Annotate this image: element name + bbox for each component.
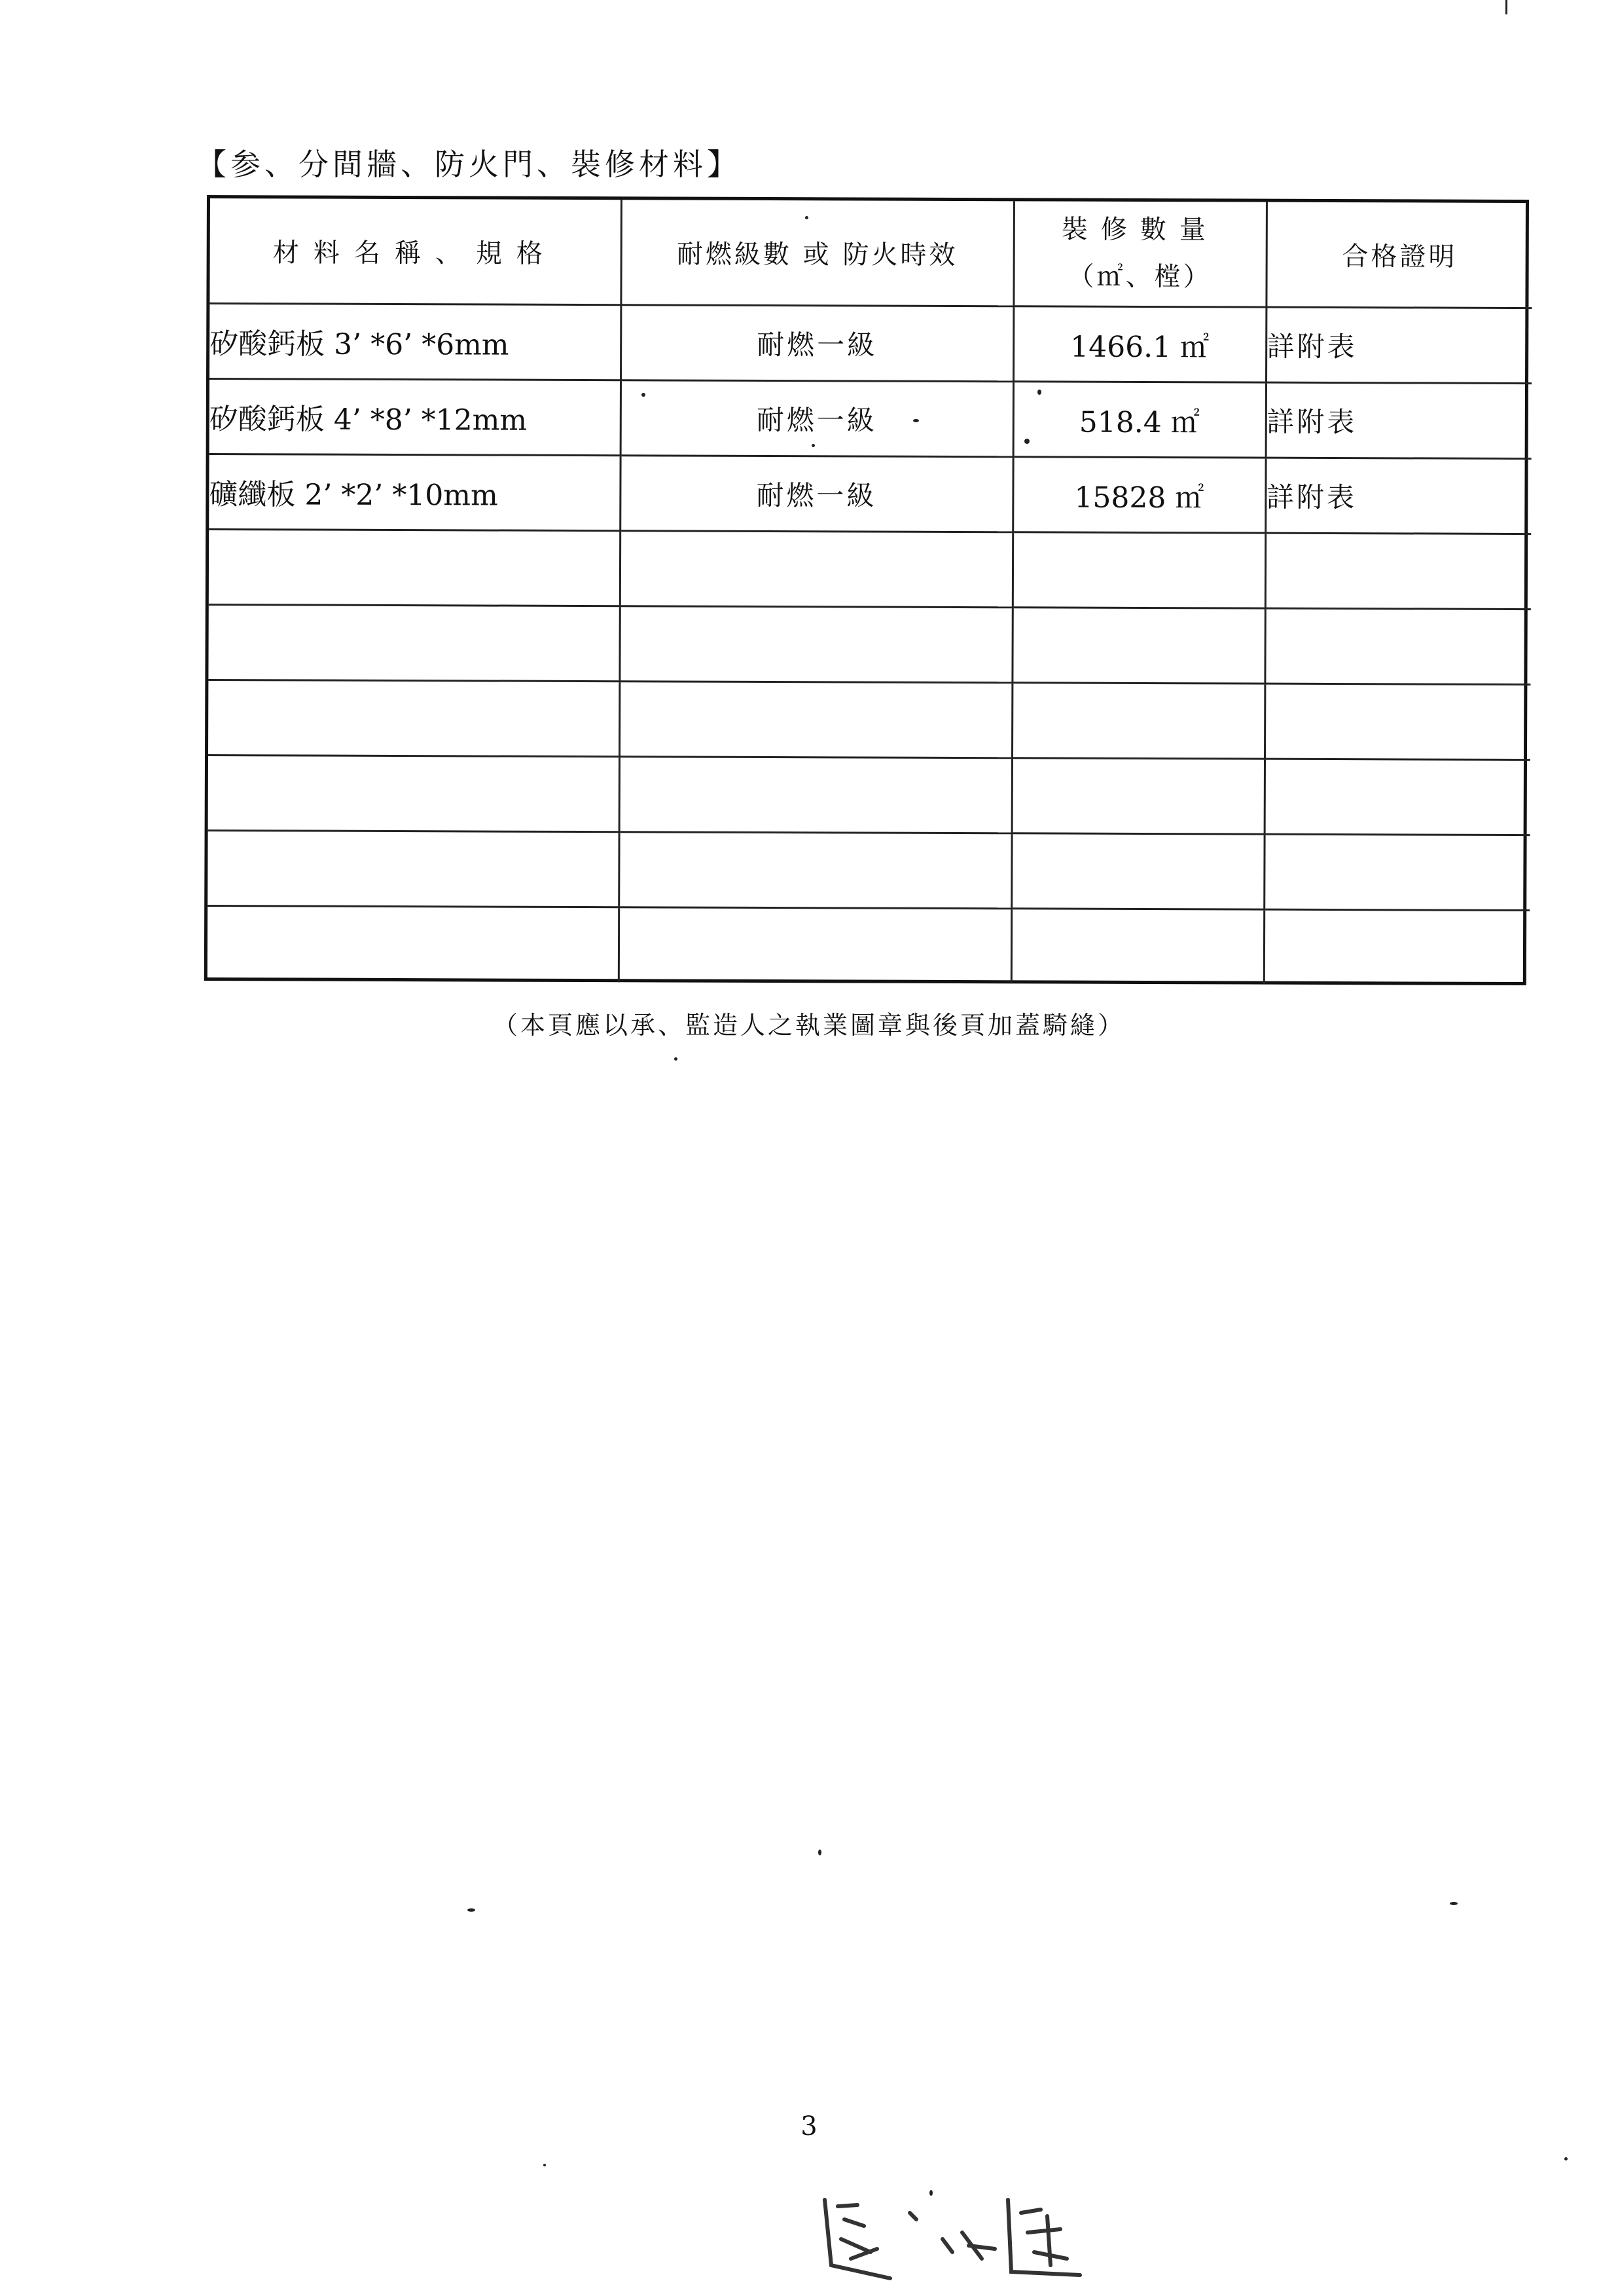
- scan-speck: [1564, 2157, 1568, 2160]
- table-row: [208, 604, 1530, 684]
- table-header-row: [209, 198, 1532, 308]
- cell-certificate: 詳附表: [1266, 382, 1532, 458]
- scan-speck: [674, 1057, 677, 1061]
- table-row: [207, 830, 1530, 910]
- table-row: [209, 529, 1531, 609]
- scan-speck: [929, 2190, 933, 2196]
- cell-fire-rating: 耐燃一級: [620, 304, 1013, 381]
- cell-certificate: [1265, 759, 1530, 835]
- section-title: 【参、分間牆、防火門、裝修材料】: [196, 147, 741, 182]
- cell-fire-rating: 耐燃一級: [620, 380, 1013, 456]
- table-row: [208, 680, 1530, 759]
- cell-material: [208, 680, 619, 756]
- table-row: [209, 454, 1531, 534]
- cell-material: 矽酸鈣板 4’ *8’ *12mm: [209, 378, 620, 455]
- table-row: [207, 905, 1530, 985]
- cell-material: [209, 529, 620, 606]
- header-material: 材料名稱、規格: [209, 198, 621, 304]
- table-row: [208, 755, 1530, 835]
- materials-table: [207, 198, 1532, 985]
- scan-speck: [818, 1850, 821, 1855]
- cell-material: 矽酸鈣板 3’ *6’ *6mm: [209, 303, 620, 380]
- cell-quantity: [1012, 757, 1265, 833]
- cell-quantity: [1013, 532, 1265, 608]
- scan-speck: [1037, 390, 1041, 395]
- scan-speck: [805, 216, 808, 219]
- cell-certificate: [1265, 608, 1530, 684]
- cell-material: [207, 830, 619, 907]
- scan-speck: [1024, 439, 1030, 444]
- table-row: [209, 378, 1532, 458]
- scan-speck: [641, 393, 645, 397]
- header-fire-rating: 耐燃級數 或 防火時效: [620, 200, 1014, 306]
- cell-material: 礦纖板 2’ *2’ *10mm: [209, 454, 620, 530]
- scan-speck: [467, 1908, 475, 1912]
- cell-material: [208, 755, 619, 831]
- cell-fire-rating: [619, 756, 1012, 833]
- table-row: [209, 303, 1532, 383]
- page-number: 3: [800, 2111, 818, 2141]
- stamp-seal-icon: [812, 2187, 1087, 2285]
- cell-fire-rating: 耐燃一級: [620, 455, 1013, 532]
- cell-certificate: [1264, 834, 1530, 910]
- footer-note: （本頁應以承、監造人之執業圖章與後頁加蓋騎縫）: [492, 1011, 1125, 1040]
- cell-fire-rating: [619, 831, 1011, 908]
- cell-fire-rating: [619, 907, 1011, 983]
- cell-certificate: [1265, 533, 1531, 609]
- cell-certificate: 詳附表: [1265, 458, 1531, 534]
- header-certificate: 合格證明: [1266, 202, 1532, 308]
- scan-edge-mark: [1505, 0, 1507, 14]
- cell-material: [208, 604, 619, 681]
- cell-quantity: [1012, 607, 1265, 683]
- cell-certificate: [1264, 909, 1530, 985]
- cell-fire-rating: [620, 530, 1013, 607]
- scan-speck: [812, 444, 815, 447]
- header-quantity-label: 裝修數量: [1061, 214, 1219, 246]
- cell-fire-rating: [619, 681, 1012, 757]
- cell-quantity: [1012, 682, 1265, 758]
- header-quantity-unit: （㎡、樘）: [1068, 261, 1212, 293]
- header-quantity: [1013, 201, 1267, 306]
- cell-certificate: [1265, 683, 1530, 759]
- scan-speck: [913, 419, 919, 422]
- scan-speck: [1450, 1902, 1458, 1905]
- cell-fire-rating: [619, 606, 1012, 682]
- cell-certificate: 詳附表: [1266, 307, 1532, 383]
- cell-quantity: 518.4 ㎡: [1013, 381, 1266, 457]
- materials-table-frame: [204, 195, 1529, 985]
- cell-quantity: 15828 ㎡: [1013, 456, 1265, 532]
- cell-quantity: [1011, 908, 1264, 984]
- cell-quantity: 1466.1 ㎡: [1013, 306, 1266, 382]
- scan-speck: [543, 2164, 546, 2166]
- cell-material: [207, 905, 619, 982]
- cell-quantity: [1011, 833, 1264, 909]
